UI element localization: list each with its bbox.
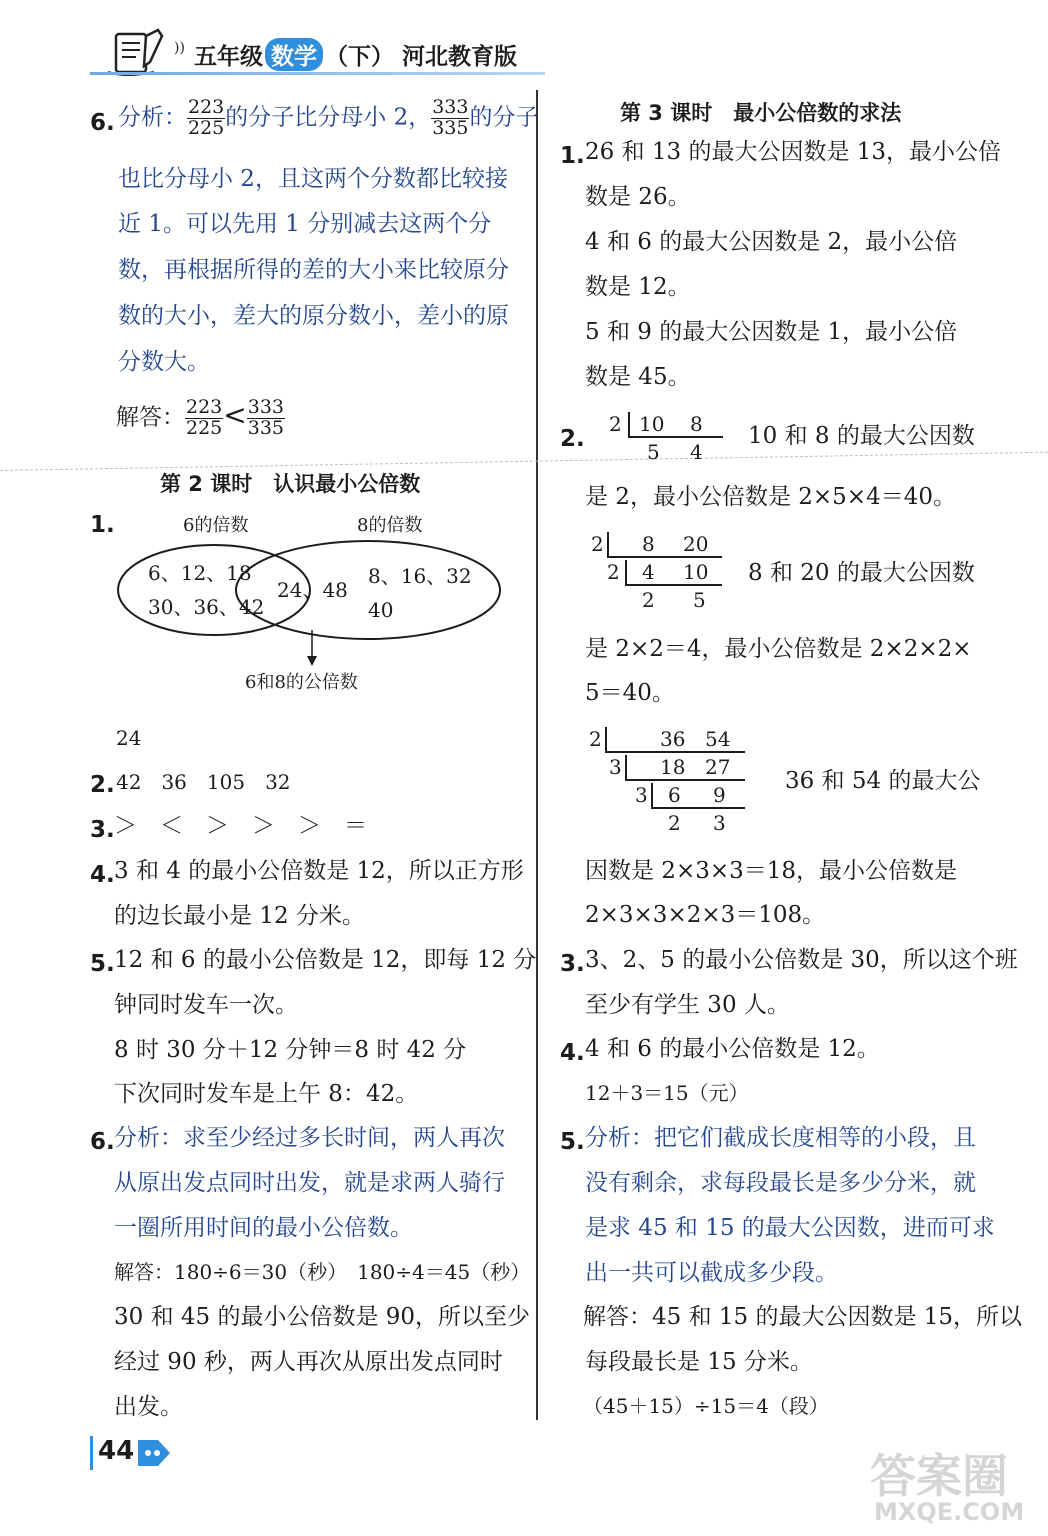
section-3-title: 第 3 课时 最小公倍数的求法	[620, 101, 902, 125]
header-edition: （下） 河北教育版	[325, 44, 518, 70]
dividend: 10	[639, 412, 665, 436]
r-q4-number: 4.	[560, 1040, 585, 1066]
q6b-line1: 分析：求至少经过多长时间，两人再次	[114, 1125, 505, 1151]
r-q5-line6: 每段最长是 15 分米。	[585, 1349, 813, 1375]
r-q1-line3: 4 和 6 的最大公因数是 2，最小公倍	[585, 229, 958, 255]
quotient: 4	[642, 560, 655, 584]
quotient: 10	[683, 560, 709, 584]
q6b-line3: 一圈所用时间的最小公倍数。	[114, 1215, 413, 1241]
notebook-pencil-icon	[106, 28, 166, 78]
header-underline	[90, 72, 545, 75]
q3-number: 3.	[90, 817, 115, 843]
fraction-223-225-answer: $\frac{223}{225}$	[186, 396, 223, 439]
quotient: 4	[690, 440, 703, 464]
page-number: 44	[98, 1436, 135, 1466]
venn-right-row2: 40	[368, 598, 394, 622]
q6a-answer-label: 解答：	[116, 404, 185, 431]
r-q5-line1: 分析：把它们截成长度相等的小段，且	[585, 1125, 976, 1151]
page-arrow-icon	[136, 1438, 172, 1472]
compare-symbol: <	[223, 398, 247, 432]
q6a-text-a: 的分子比分母小 2，	[225, 104, 432, 131]
r-q4-line1: 4 和 6 的最小公倍数是 12。	[585, 1036, 880, 1062]
division-ladder-2	[585, 532, 730, 614]
r-q1-number: 1.	[560, 143, 585, 169]
r-q5-line2: 没有剩余，求每段最长是多少分米，就	[585, 1170, 976, 1196]
q6a-line2: 也比分母小 2，且这两个分数都比较接	[118, 166, 508, 192]
r-q3-line1: 3、2、5 的最小公倍数是 30，所以这个班	[585, 947, 1018, 973]
page-number-bar	[90, 1436, 93, 1470]
q4-line2: 的边长最小是 12 分米。	[114, 903, 365, 929]
quotient: 3	[713, 811, 726, 835]
r-q2-text1b: 是 2，最小公倍数是 2×5×4＝40。	[585, 484, 956, 510]
venn-label-6: 6的倍数	[183, 515, 249, 536]
dashed-separator	[0, 452, 1048, 471]
q6a-analysis-label: 分析：	[118, 104, 187, 131]
q6a-line5: 数的大小，差大的原分数小，差小的原	[118, 303, 509, 329]
fraction-333-335: $\frac{333}{335}$	[432, 96, 469, 139]
r-q2-text3b: 因数是 2×3×3＝18，最小公倍数是	[585, 858, 958, 884]
subject-badge: 数学	[265, 38, 323, 71]
q6b-line7: 出发。	[114, 1394, 183, 1420]
venn-left-row2: 30、36、42	[148, 595, 265, 619]
dividend: 8	[690, 412, 703, 436]
q4-line1: 3 和 4 的最小公倍数是 12，所以正方形	[114, 858, 524, 884]
q6a-number: 6.	[90, 110, 115, 136]
r-q5-line7: （45＋15）÷15＝4（段）	[583, 1394, 829, 1418]
r-q3-line2: 至少有学生 30 人。	[585, 992, 790, 1018]
r-q2-text2b: 是 2×2＝4，最小公倍数是 2×2×2×	[585, 636, 972, 662]
column-divider	[536, 90, 538, 1420]
venn-arrow-head	[307, 656, 317, 666]
dividend: 36	[660, 727, 686, 751]
q1-answer: 24	[116, 726, 142, 750]
r-q5-line3: 是求 45 和 15 的最大公因数，进而可求	[585, 1215, 995, 1241]
fraction-333-335-answer: $\frac{333}{335}$	[247, 396, 284, 439]
r-q3-number: 3.	[560, 951, 585, 977]
r-q2-number: 2.	[560, 426, 585, 452]
venn-right-ellipse	[236, 541, 500, 639]
header-bar	[90, 28, 540, 78]
quotient: 2	[668, 811, 681, 835]
quotient: 27	[705, 755, 731, 779]
q6a-text-b: 的分子	[469, 104, 539, 131]
section-2-title: 第 2 课时 认识最小公倍数	[160, 472, 421, 496]
divisor: 2	[591, 532, 604, 556]
dividend: 54	[705, 727, 731, 751]
q6b-line4: 解答：180÷6＝30（秒） 180÷4＝45（秒）	[114, 1260, 531, 1284]
q6a-line4: 数，再根据所得的差的大小来比较原分	[118, 257, 509, 283]
q6b-line6: 经过 90 秒，两人再次从原出发点同时	[114, 1349, 503, 1375]
q2-number: 2.	[90, 772, 115, 798]
header-sound-icon: ))	[174, 40, 185, 56]
watermark-logo	[870, 1440, 1040, 1530]
r-q2-text1a: 10 和 8 的最大公因数	[748, 423, 975, 449]
division-ladder-3	[585, 727, 755, 837]
watermark-url: MXQE.COM	[874, 1498, 1025, 1526]
q2-answer: 42 36 105 32	[116, 770, 291, 794]
header-grade: 五年级	[194, 44, 263, 70]
q6b-line2: 从原出发点同时出发，就是求两人骑行	[114, 1170, 505, 1196]
venn-label-8: 8的倍数	[357, 515, 423, 536]
r-q2-text3a: 36 和 54 的最大公	[785, 768, 981, 794]
divisor: 2	[609, 412, 622, 436]
q4-number: 4.	[90, 862, 115, 888]
quotient: 5	[647, 440, 660, 464]
r-q1-line6: 数是 45。	[585, 364, 691, 390]
dividend: 8	[642, 532, 655, 556]
q5-line4: 下次同时发车是上午 8：42。	[114, 1081, 419, 1107]
q6b-line5: 30 和 45 的最小公倍数是 90，所以至少	[114, 1304, 531, 1330]
venn-right-row1: 8、16、32	[368, 564, 472, 588]
q1-number: 1.	[90, 512, 115, 538]
r-q2-text2c: 5＝40。	[585, 680, 675, 706]
q6b-number: 6.	[90, 1129, 115, 1155]
divisor: 2	[589, 727, 602, 751]
r-q4-line2: 12＋3＝15（元）	[585, 1081, 749, 1105]
q5-line2: 钟同时发车一次。	[114, 992, 298, 1018]
quotient: 18	[660, 755, 686, 779]
venn-common-label: 6和8的公倍数	[245, 672, 358, 693]
divisor: 3	[635, 783, 648, 807]
r-q1-line5: 5 和 9 的最大公因数是 1，最小公倍	[585, 319, 958, 345]
r-q5-line5: 解答：45 和 15 的最大公因数是 15，所以	[583, 1304, 1023, 1330]
q5-number: 5.	[90, 951, 115, 977]
q6a-line6: 分数大。	[118, 349, 210, 375]
q3-answer: ＞ ＜ ＞ ＞ ＞ ＝	[114, 813, 367, 839]
r-q2-text3c: 2×3×3×2×3＝108。	[585, 902, 826, 928]
division-ladder-1	[605, 410, 730, 465]
venn-left-row1: 6、12、18	[148, 561, 252, 585]
q6a-answer	[116, 398, 285, 439]
r-q5-line4: 出一共可以截成多少段。	[585, 1260, 838, 1286]
r-q5-number: 5.	[560, 1129, 585, 1155]
quotient: 5	[693, 588, 706, 612]
header-title	[194, 38, 517, 71]
divisor: 3	[609, 755, 622, 779]
q6a-line3: 近 1。可以先用 1 分别减去这两个分	[118, 211, 492, 237]
r-q2-text2a: 8 和 20 的最大公因数	[748, 560, 975, 586]
dividend: 20	[683, 532, 709, 556]
r-q1-line1: 26 和 13 的最大公因数是 13，最小公倍	[585, 139, 1002, 165]
fraction-223-225: $\frac{223}{225}$	[188, 96, 225, 139]
quotient: 9	[713, 783, 726, 807]
divisor: 2	[607, 560, 620, 584]
quotient: 6	[668, 783, 681, 807]
r-q1-line2: 数是 26。	[585, 184, 691, 210]
q5-line3: 8 时 30 分＋12 分钟＝8 时 42 分	[114, 1037, 467, 1063]
watermark-text: 答案圈	[870, 1449, 1008, 1503]
q5-line1: 12 和 6 的最小公倍数是 12，即每 12 分	[114, 947, 537, 973]
q6a-line1	[118, 98, 538, 139]
quotient: 2	[642, 588, 655, 612]
r-q1-line4: 数是 12。	[585, 274, 691, 300]
venn-common: 24、48	[277, 578, 348, 602]
